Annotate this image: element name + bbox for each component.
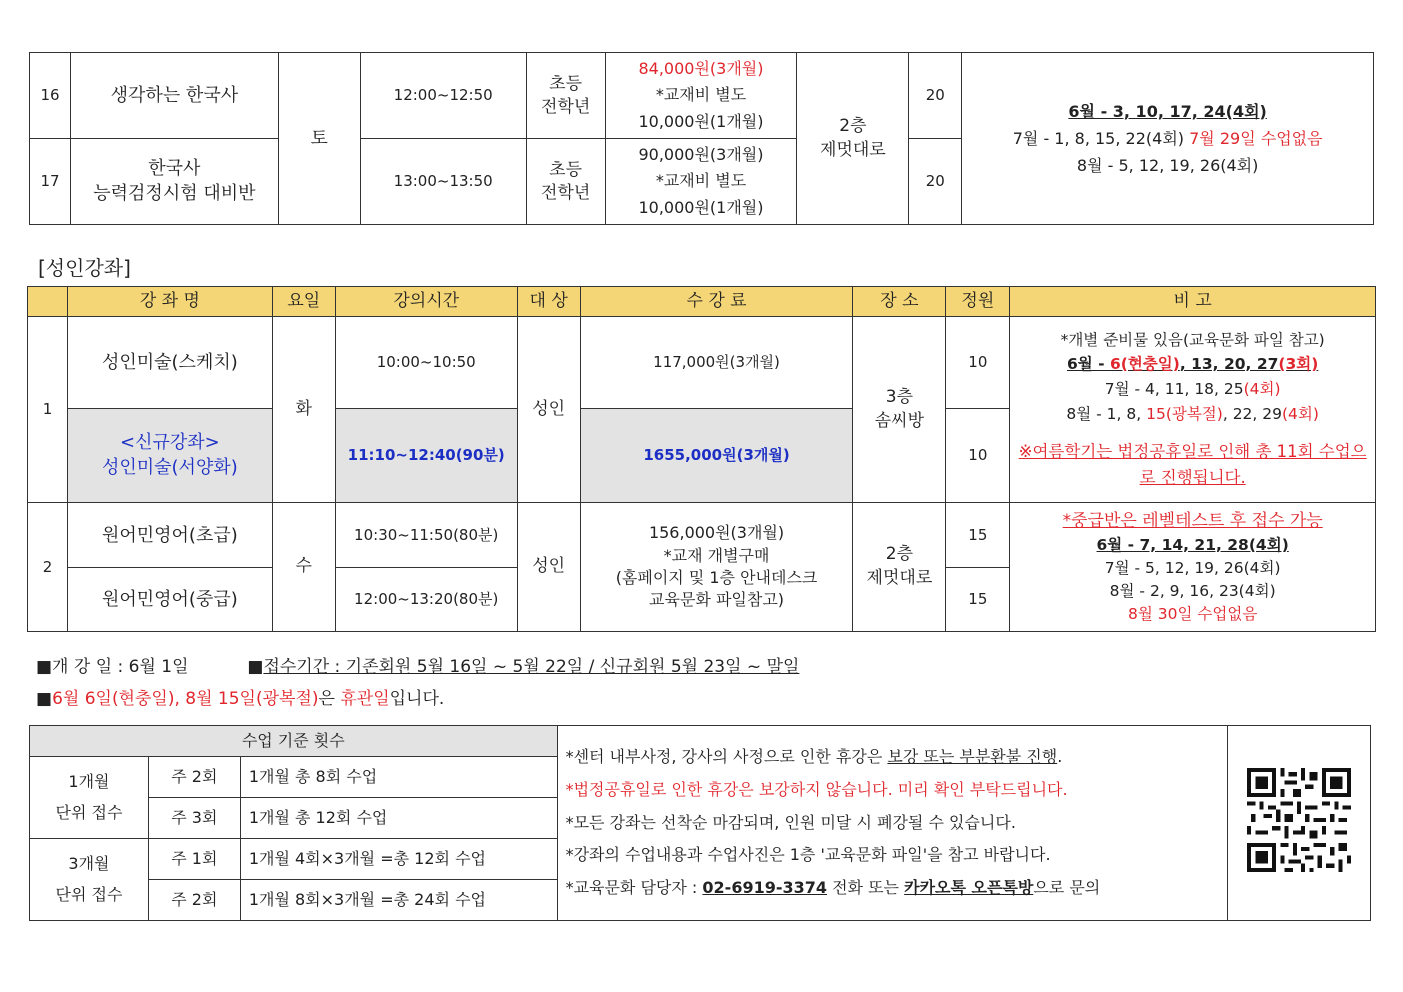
course-fee: 1655,000원(3개월) — [580, 409, 853, 503]
notice-line-2 — [36, 684, 444, 709]
note-part: . — [1057, 746, 1063, 766]
note-line — [566, 741, 1227, 774]
unit-line: 단위 접수 — [55, 884, 123, 904]
remark-part: , 22, 29 — [1222, 404, 1282, 423]
target-line: 초등 — [549, 159, 583, 180]
count-table-title: 수업 기준 횟수 — [30, 726, 558, 757]
notes-cell — [557, 726, 1227, 921]
course-no: 1 — [28, 317, 68, 503]
remark-part: (4회) — [1243, 380, 1281, 399]
course-target — [526, 53, 605, 139]
table-row — [30, 726, 1371, 757]
freq-cell: 주 2회 — [148, 757, 240, 798]
freq-cell: 주 2회 — [148, 880, 240, 921]
remark-part: (3회) — [1278, 355, 1319, 374]
unit-label — [30, 757, 149, 839]
course-no: 17 — [30, 139, 71, 225]
remark-part: 15(광복절) — [1146, 404, 1223, 423]
table-row — [30, 53, 1374, 139]
name-line: 능력검정시험 대비반 — [93, 182, 256, 204]
note-part: *교육문화 담당자 : — [565, 878, 703, 898]
holiday-dates: 6월 6일(현충일), 8월 15일(광복절) — [52, 689, 319, 709]
header-remarks: 비 고 — [1010, 287, 1376, 317]
remark-june — [1014, 352, 1371, 377]
course-capacity: 20 — [909, 139, 962, 225]
target-line: 전학년 — [540, 182, 591, 203]
target-line: 초등 — [549, 73, 583, 94]
header-name: 강 좌 명 — [67, 287, 272, 317]
course-time: 11:10~12:40(90분) — [335, 409, 517, 503]
course-capacity: 10 — [946, 409, 1010, 503]
remark-line: *개별 준비물 있음(교육문화 파일 참고) — [1060, 330, 1325, 349]
qr-code-icon[interactable] — [1247, 768, 1351, 872]
place-line: 2층 — [885, 544, 914, 565]
registration-prefix: ■ — [247, 657, 264, 677]
note-line: *강좌의 수업내용과 수업사진은 1층 '교육문화 파일'을 참고 바랍니다. — [565, 845, 1051, 865]
course-day: 화 — [272, 317, 335, 503]
course-target: 성인 — [517, 317, 580, 503]
header-day: 요일 — [272, 287, 335, 317]
course-day: 수 — [272, 503, 335, 632]
table-header-row — [28, 287, 1376, 317]
header-target: 대 상 — [517, 287, 580, 317]
name-line: 성인미술(서양화) — [101, 456, 238, 478]
note-line: *법정공휴일로 인한 휴강은 보강하지 않습니다. 미리 확인 부탁드립니다. — [565, 779, 1068, 799]
remark-part: , 13, 20, 27 — [1179, 355, 1279, 374]
course-fee — [580, 503, 853, 632]
course-target: 성인 — [517, 503, 580, 632]
course-target — [526, 139, 605, 225]
kids-course-table — [29, 52, 1374, 225]
freq-cell: 주 1회 — [148, 839, 240, 880]
unit-line: 단위 접수 — [55, 802, 123, 822]
course-name: 성인미술(스케치) — [67, 317, 272, 409]
course-no: 2 — [28, 503, 68, 632]
desc-cell: 1개월 8회×3개월 =총 24회 수업 — [240, 880, 557, 921]
course-place — [853, 503, 946, 632]
course-name: 원어민영어(중급) — [67, 568, 272, 632]
fee-line: *교재 개별구매 — [663, 545, 770, 565]
holiday-prefix: ■ — [36, 689, 53, 709]
remark-part: 8월 - 1, 8, — [1066, 404, 1147, 423]
remark-aug-cancel: 8월 30일 수업없음 — [1128, 604, 1258, 623]
table-row — [28, 503, 1376, 568]
header-capacity: 정원 — [946, 287, 1010, 317]
holiday-word: 휴관일 — [340, 689, 390, 709]
note-line — [566, 872, 1227, 905]
course-place — [853, 317, 946, 503]
fee-line: *교재비 별도 — [655, 171, 747, 191]
unit-label — [30, 839, 149, 921]
remark-july-cancel: 7월 29일 수업없음 — [1189, 128, 1323, 148]
adult-section-title: [성인강좌] — [38, 256, 131, 280]
remark-july — [1014, 377, 1371, 402]
course-time: 12:00~12:50 — [360, 53, 526, 139]
table-row — [28, 317, 1376, 409]
unit-line: 1개월 — [68, 772, 110, 792]
unit-line: 3개월 — [68, 854, 110, 874]
course-name — [67, 409, 272, 503]
fee-line: *교재비 별도 — [655, 85, 747, 105]
course-fee: 117,000원(3개월) — [580, 317, 853, 409]
header-blank — [28, 287, 68, 317]
course-capacity: 15 — [946, 503, 1010, 568]
remark-june: 6월 - 7, 14, 21, 28(4회) — [1096, 535, 1289, 554]
desc-cell: 1개월 총 12회 수업 — [240, 798, 557, 839]
place-line: 제멋대로 — [866, 568, 933, 588]
remark-part: 7월 - 4, 11, 18, 25 — [1104, 380, 1244, 399]
course-remarks — [962, 53, 1374, 225]
course-time: 12:00~13:20(80분) — [335, 568, 517, 632]
remark-aug: 8월 - 2, 9, 16, 23(4회) — [1109, 581, 1276, 600]
note-part: 으로 문의 — [1033, 878, 1101, 898]
remark-part: 6월 - — [1066, 355, 1110, 374]
fee-line: 교육문화 파일참고) — [649, 590, 785, 610]
course-day: 토 — [278, 53, 360, 225]
fee-line: 84,000원(3개월) — [638, 58, 764, 78]
course-time: 10:30~11:50(80분) — [335, 503, 517, 568]
remark-part: 6(현충일) — [1109, 355, 1180, 374]
course-fee — [605, 139, 797, 225]
course-name — [70, 139, 278, 225]
course-name: 원어민영어(초급) — [67, 503, 272, 568]
remark-part: (4회) — [1282, 404, 1319, 423]
registration-period: 접수기간 : 기존회원 5월 16일 ~ 5월 22일 / 신규회원 5월 23일 ~ 말일 — [263, 657, 800, 677]
note-part: 보강 또는 부분환불 진행 — [887, 746, 1058, 766]
fee-line: 90,000원(3개월) — [638, 144, 764, 164]
kakao-openchat: 카카오톡 오픈톡방 — [904, 878, 1034, 898]
course-capacity: 20 — [909, 53, 962, 139]
course-remarks — [1010, 317, 1376, 503]
contact-phone: 02-6919-3374 — [702, 878, 828, 898]
course-fee — [605, 53, 797, 139]
fee-line: 156,000원(3개월) — [648, 523, 785, 543]
target-line: 전학년 — [540, 96, 591, 117]
remark-june: 6월 - 3, 10, 17, 24(4회) — [1068, 101, 1267, 121]
remark-level-test: *중급반은 레벨테스트 후 접수 가능 — [1062, 510, 1323, 531]
remark-july — [962, 125, 1373, 152]
header-place: 장 소 — [853, 287, 946, 317]
remark-notice: ※여름학기는 법정공휴일로 인해 총 11회 수업으로 진행됩니다. — [1018, 441, 1367, 488]
course-time: 10:00~10:50 — [335, 317, 517, 409]
desc-cell: 1개월 4회×3개월 =총 12회 수업 — [240, 839, 557, 880]
holiday-suffix: 입니다. — [389, 689, 445, 709]
note-part: *센터 내부사정, 강사의 사정으로 인한 휴강은 — [565, 746, 888, 766]
remark-july-dates: 7월 - 1, 8, 15, 22(4회) — [1012, 128, 1185, 148]
remark-july: 7월 - 5, 12, 19, 26(4회) — [1104, 558, 1281, 577]
course-time: 13:00~13:50 — [360, 139, 526, 225]
course-place — [797, 53, 909, 225]
header-time: 강의시간 — [335, 287, 517, 317]
place-line: 제멋대로 — [820, 139, 886, 160]
note-part: 전화 또는 — [827, 878, 905, 898]
remark-aug: 8월 - 5, 12, 19, 26(4회) — [1076, 156, 1259, 176]
desc-cell: 1개월 총 8회 수업 — [240, 757, 557, 798]
course-remarks — [1010, 503, 1376, 632]
adult-course-table — [27, 286, 1376, 632]
name-line: <신규강좌> — [120, 432, 220, 454]
freq-cell: 주 3회 — [148, 798, 240, 839]
place-line: 솜씨방 — [874, 410, 925, 431]
header-fee: 수 강 료 — [580, 287, 853, 317]
course-capacity: 15 — [946, 568, 1010, 632]
course-name: 생각하는 한국사 — [70, 53, 278, 139]
remark-aug — [1014, 402, 1371, 427]
fee-line: 10,000원(1개월) — [638, 197, 764, 217]
note-line: *모든 강좌는 선착순 마감되며, 인원 미달 시 폐강될 수 있습니다. — [565, 812, 1016, 832]
class-count-table — [29, 725, 1371, 921]
course-capacity: 10 — [946, 317, 1010, 409]
holiday-mid: 은 — [318, 689, 341, 709]
fee-line: (홈페이지 및 1층 안내데스크 — [615, 568, 818, 587]
name-line: 한국사 — [148, 158, 201, 180]
opening-date: ■개 강 일 : 6월 1일 — [36, 657, 189, 677]
qr-cell — [1228, 726, 1371, 921]
place-line: 2층 — [839, 115, 867, 136]
notice-line-1 — [36, 652, 799, 677]
place-line: 3층 — [885, 386, 914, 407]
course-no: 16 — [30, 53, 71, 139]
fee-line: 10,000원(1개월) — [638, 111, 764, 131]
